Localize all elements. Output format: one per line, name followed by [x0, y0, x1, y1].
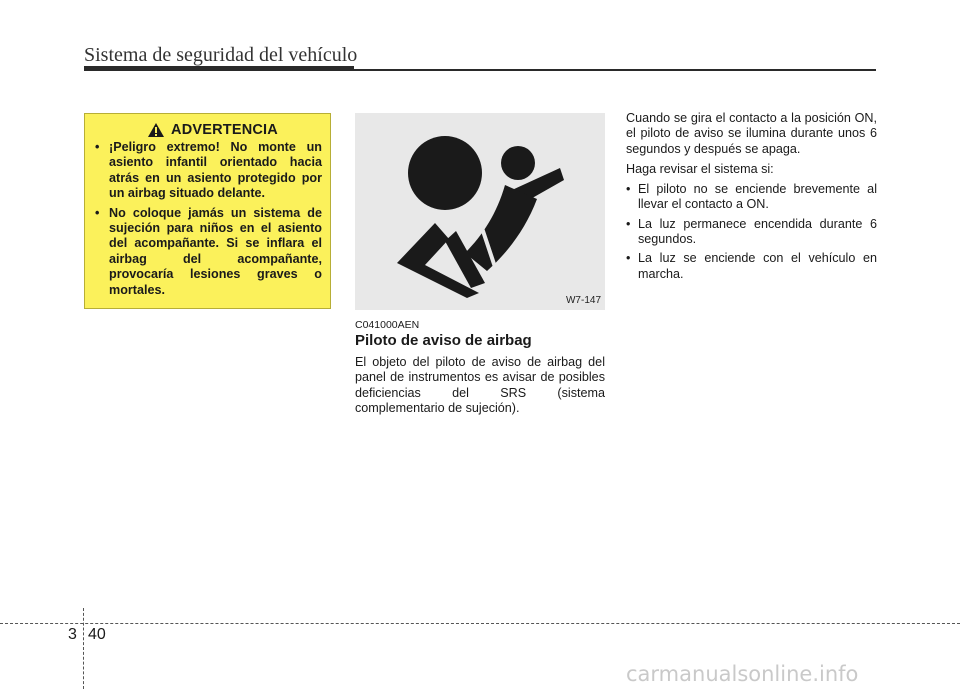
page-number: 40 — [88, 626, 106, 643]
airbag-figure — [355, 113, 605, 310]
warning-item — [93, 206, 322, 298]
section-body: El objeto del piloto de aviso de airbag del panel de instrumentos es avisar de posibles deficiencias del SRS (sistema complementario de sujeción). — [355, 355, 605, 415]
figure-code: W7-147 — [565, 295, 601, 306]
right-intro: Cuando se gira el contacto a la posición ON, el piloto de aviso se ilumina durante unos 6 segundos y después se apaga. — [626, 111, 877, 156]
warning-item-text: No coloque jamás un sistema de sujeción para niños en el asiento del acompañante. Si se inflara el airbag del acompañante, provocaría lesiones graves o mortales. — [109, 205, 322, 297]
check-item — [626, 182, 877, 213]
check-item — [626, 217, 877, 248]
bullet-icon: • — [95, 205, 100, 220]
page-header-title: Sistema de seguridad del vehículo — [84, 44, 358, 66]
check-list — [626, 182, 877, 282]
section-title: Piloto de aviso de airbag — [355, 332, 532, 349]
warning-box — [84, 113, 331, 309]
header-rule-thin — [354, 69, 876, 71]
warning-list — [93, 140, 322, 298]
bullet-icon: • — [626, 251, 631, 266]
check-item-text: La luz permanece encendida durante 6 segundos. — [638, 216, 877, 247]
bullet-icon: • — [626, 216, 631, 231]
page-section-number: 3 — [68, 626, 77, 643]
airbag-warning-light-icon — [355, 113, 605, 310]
check-item-text: El piloto no se enciende brevemente al llevar el contacto a ON. — [638, 182, 877, 212]
warning-item-text: ¡Peligro extremo! No monte un asiento infantil orientado hacia atrás en un asiento protegido por un airbag situado delante. — [109, 140, 322, 201]
check-item — [626, 251, 877, 282]
watermark: carmanualsonline.info — [626, 662, 859, 686]
warning-triangle-icon — [147, 122, 165, 138]
section-code: C041000AEN — [355, 319, 420, 331]
footer-rule — [0, 623, 960, 624]
warning-item — [93, 140, 322, 202]
check-item-text: La luz se enciende con el vehículo en marcha. — [638, 251, 877, 281]
right-column — [626, 111, 877, 286]
footer-divider — [83, 608, 84, 689]
warning-header — [103, 122, 322, 138]
right-check-label: Haga revisar el sistema si: — [626, 161, 774, 176]
bullet-icon: • — [626, 182, 631, 197]
bullet-icon: • — [95, 140, 100, 154]
header-rule — [84, 66, 354, 71]
warning-title: ADVERTENCIA — [171, 122, 278, 138]
